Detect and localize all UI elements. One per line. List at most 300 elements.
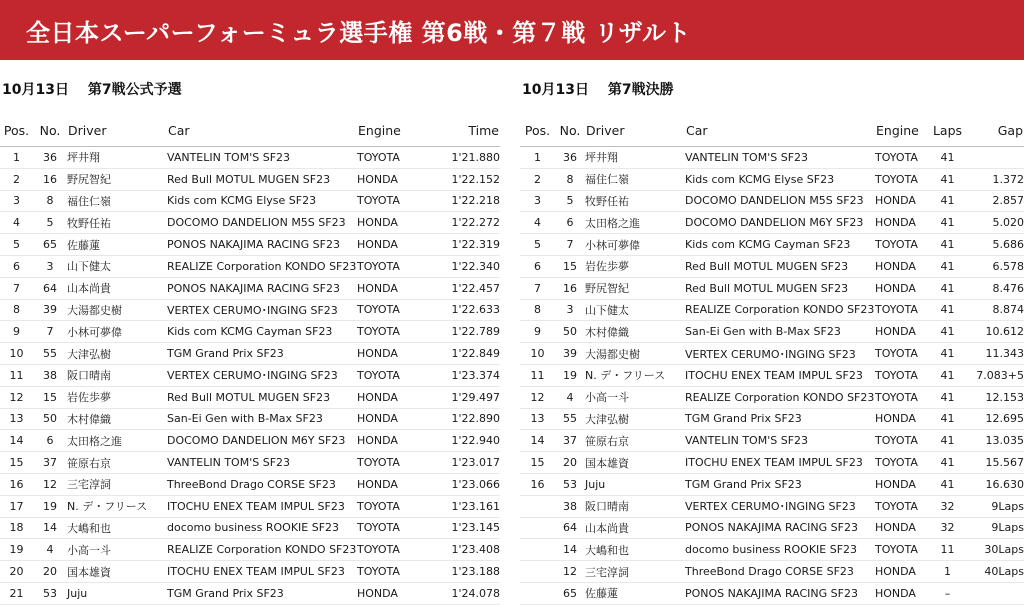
cell-laps: 41 [930, 452, 965, 474]
cell-car: PONOS NAKAJIMA RACING SF23 [167, 277, 357, 299]
cell-laps: – [930, 582, 965, 604]
cell-pos: 9 [0, 321, 33, 343]
cell-laps: 41 [930, 430, 965, 452]
cell-pos: 12 [0, 386, 33, 408]
cell-driver: 三宅淳詞 [585, 561, 685, 583]
cell-driver: N. デ・フリース [585, 364, 685, 386]
cell-no: 7 [555, 234, 585, 256]
qualifying-row [0, 517, 500, 539]
cell-no: 20 [33, 561, 67, 583]
cell-engine: HONDA [357, 386, 437, 408]
cell-driver: 小林可夢偉 [67, 321, 167, 343]
cell-driver: 小高一斗 [67, 539, 167, 561]
cell-pos [520, 539, 555, 561]
cell-gap: 13.035 [965, 430, 1024, 452]
cell-engine: TOYOTA [357, 364, 437, 386]
cell-car: Red Bull MOTUL MUGEN SF23 [167, 168, 357, 190]
cell-pos [520, 582, 555, 604]
header-driver: Driver [67, 114, 167, 147]
cell-gap [965, 147, 1024, 169]
cell-driver: 三宅淳詞 [67, 473, 167, 495]
cell-laps: 32 [930, 495, 965, 517]
cell-laps: 41 [930, 299, 965, 321]
cell-time: 1'22.152 [437, 168, 500, 190]
cell-engine: TOYOTA [875, 430, 930, 452]
cell-pos: 3 [0, 190, 33, 212]
cell-engine: TOYOTA [875, 147, 930, 169]
cell-driver: 岩佐歩夢 [67, 386, 167, 408]
cell-pos: 14 [0, 430, 33, 452]
qualifying-row [0, 277, 500, 299]
cell-no: 50 [33, 408, 67, 430]
cell-pos: 2 [0, 168, 33, 190]
header-pos: Pos. [0, 114, 33, 147]
header-car: Car [167, 114, 357, 147]
cell-car: Kids com KCMG Elyse SF23 [167, 190, 357, 212]
cell-car: PONOS NAKAJIMA RACING SF23 [167, 234, 357, 256]
cell-pos: 18 [0, 517, 33, 539]
cell-pos: 7 [520, 277, 555, 299]
cell-car: VERTEX CERUMO･INGING SF23 [167, 364, 357, 386]
cell-engine: HONDA [357, 234, 437, 256]
cell-car: TGM Grand Prix SF23 [685, 408, 875, 430]
cell-no: 65 [33, 234, 67, 256]
cell-car: ITOCHU ENEX TEAM IMPUL SF23 [167, 495, 357, 517]
cell-car: Kids com KCMG Cayman SF23 [167, 321, 357, 343]
cell-engine: HONDA [357, 582, 437, 604]
cell-gap: 9Laps [965, 517, 1024, 539]
cell-pos [520, 495, 555, 517]
cell-pos: 13 [520, 408, 555, 430]
cell-driver: 国本雄資 [585, 452, 685, 474]
cell-no: 12 [33, 473, 67, 495]
cell-no: 19 [33, 495, 67, 517]
page-title: 全日本スーパーフォーミュラ選手権 第6戦・第７戦 リザルト [26, 18, 691, 47]
cell-car: San-Ei Gen with B-Max SF23 [167, 408, 357, 430]
cell-car: REALIZE Corporation KONDO SF23 [685, 386, 875, 408]
race-row [520, 364, 1024, 386]
cell-driver: 大嶋和也 [67, 517, 167, 539]
cell-no: 55 [33, 343, 67, 365]
cell-car: VANTELIN TOM'S SF23 [685, 147, 875, 169]
cell-pos: 15 [0, 452, 33, 474]
cell-time: 1'22.849 [437, 343, 500, 365]
cell-pos: 21 [0, 582, 33, 604]
cell-pos: 6 [0, 255, 33, 277]
cell-pos [520, 561, 555, 583]
qualifying-row [0, 299, 500, 321]
cell-no: 37 [555, 430, 585, 452]
qualifying-row [0, 255, 500, 277]
cell-engine: TOYOTA [357, 255, 437, 277]
cell-engine: TOYOTA [357, 539, 437, 561]
cell-car: ThreeBond Drago CORSE SF23 [167, 473, 357, 495]
cell-time: 1'23.161 [437, 495, 500, 517]
cell-time: 1'22.272 [437, 212, 500, 234]
cell-time: 1'22.890 [437, 408, 500, 430]
cell-pos: 9 [520, 321, 555, 343]
cell-no: 3 [33, 255, 67, 277]
cell-gap: 40Laps [965, 561, 1024, 583]
cell-driver: 岩佐歩夢 [585, 255, 685, 277]
cell-driver: 福住仁嶺 [585, 168, 685, 190]
race-row [520, 539, 1024, 561]
cell-gap: 1.372 [965, 168, 1024, 190]
cell-laps: 41 [930, 147, 965, 169]
cell-driver: 牧野任祐 [585, 190, 685, 212]
qualifying-row [0, 452, 500, 474]
cell-no: 7 [33, 321, 67, 343]
race-row [520, 255, 1024, 277]
cell-laps: 41 [930, 321, 965, 343]
race-row [520, 386, 1024, 408]
cell-no: 64 [33, 277, 67, 299]
race-row [520, 430, 1024, 452]
cell-car: VERTEX CERUMO･INGING SF23 [685, 343, 875, 365]
cell-engine: TOYOTA [875, 364, 930, 386]
cell-pos: 14 [520, 430, 555, 452]
cell-car: Red Bull MOTUL MUGEN SF23 [167, 386, 357, 408]
cell-no: 16 [33, 168, 67, 190]
cell-time: 1'22.457 [437, 277, 500, 299]
race-row [520, 168, 1024, 190]
race-row [520, 147, 1024, 169]
cell-laps: 41 [930, 212, 965, 234]
cell-driver: 大津弘樹 [585, 408, 685, 430]
cell-pos: 11 [0, 364, 33, 386]
cell-car: DOCOMO DANDELION M6Y SF23 [167, 430, 357, 452]
cell-no: 50 [555, 321, 585, 343]
cell-no: 6 [33, 430, 67, 452]
cell-pos: 19 [0, 539, 33, 561]
cell-laps: 41 [930, 168, 965, 190]
cell-no: 64 [555, 517, 585, 539]
cell-pos: 10 [520, 343, 555, 365]
cell-car: DOCOMO DANDELION M5S SF23 [685, 190, 875, 212]
cell-gap: 2.857 [965, 190, 1024, 212]
cell-driver: 山下健太 [585, 299, 685, 321]
cell-engine: HONDA [357, 408, 437, 430]
cell-driver: 野尻智紀 [67, 168, 167, 190]
cell-engine: TOYOTA [357, 495, 437, 517]
cell-driver: 小高一斗 [585, 386, 685, 408]
cell-car: docomo business ROOKIE SF23 [167, 517, 357, 539]
header-car: Car [685, 114, 875, 147]
cell-pos: 16 [520, 473, 555, 495]
cell-no: 14 [33, 517, 67, 539]
cell-time: 1'21.880 [437, 147, 500, 169]
cell-car: ITOCHU ENEX TEAM IMPUL SF23 [167, 561, 357, 583]
cell-gap: 7.083+5 [965, 364, 1024, 386]
cell-gap: 12.695 [965, 408, 1024, 430]
cell-no: 37 [33, 452, 67, 474]
cell-driver: 福住仁嶺 [67, 190, 167, 212]
cell-driver: 佐藤蓮 [67, 234, 167, 256]
cell-no: 53 [33, 582, 67, 604]
qualifying-row [0, 495, 500, 517]
cell-pos: 15 [520, 452, 555, 474]
cell-pos: 5 [0, 234, 33, 256]
cell-car: REALIZE Corporation KONDO SF23 [685, 299, 875, 321]
cell-driver: 笹原右京 [585, 430, 685, 452]
cell-driver: N. デ・フリース [67, 495, 167, 517]
cell-engine: TOYOTA [875, 539, 930, 561]
cell-car: Kids com KCMG Cayman SF23 [685, 234, 875, 256]
qualifying-row [0, 168, 500, 190]
cell-laps: 41 [930, 364, 965, 386]
header-engine: Engine [357, 114, 437, 147]
cell-gap: 8.874 [965, 299, 1024, 321]
race-row [520, 408, 1024, 430]
cell-no: 8 [555, 168, 585, 190]
cell-driver: 太田格之進 [67, 430, 167, 452]
race-row [520, 452, 1024, 474]
cell-driver: Juju [67, 582, 167, 604]
qualifying-session: 第7戦公式予選 [87, 82, 182, 98]
cell-no: 38 [33, 364, 67, 386]
cell-laps: 1 [930, 561, 965, 583]
cell-gap: 8.476 [965, 277, 1024, 299]
cell-no: 20 [555, 452, 585, 474]
cell-engine: HONDA [357, 277, 437, 299]
cell-pos: 5 [520, 234, 555, 256]
cell-laps: 41 [930, 190, 965, 212]
cell-pos: 11 [520, 364, 555, 386]
cell-no: 39 [555, 343, 585, 365]
cell-driver: 国本雄資 [67, 561, 167, 583]
cell-pos: 12 [520, 386, 555, 408]
qualifying-row [0, 561, 500, 583]
cell-car: REALIZE Corporation KONDO SF23 [167, 255, 357, 277]
cell-no: 15 [33, 386, 67, 408]
cell-no: 53 [555, 473, 585, 495]
cell-engine: TOYOTA [875, 386, 930, 408]
header-pos: Pos. [520, 114, 555, 147]
header-driver: Driver [585, 114, 685, 147]
race-row [520, 190, 1024, 212]
cell-gap: 5.020 [965, 212, 1024, 234]
cell-pos: 2 [520, 168, 555, 190]
cell-driver: 山本尚貴 [585, 517, 685, 539]
cell-car: TGM Grand Prix SF23 [685, 473, 875, 495]
cell-engine: HONDA [875, 190, 930, 212]
cell-laps: 41 [930, 473, 965, 495]
cell-laps: 41 [930, 343, 965, 365]
cell-car: VANTELIN TOM'S SF23 [685, 430, 875, 452]
cell-pos: 7 [0, 277, 33, 299]
cell-car: REALIZE Corporation KONDO SF23 [167, 539, 357, 561]
cell-gap [965, 582, 1024, 604]
cell-pos: 20 [0, 561, 33, 583]
cell-time: 1'22.789 [437, 321, 500, 343]
cell-no: 5 [555, 190, 585, 212]
cell-engine: HONDA [357, 212, 437, 234]
cell-car: PONOS NAKAJIMA RACING SF23 [685, 517, 875, 539]
cell-driver: 笹原右京 [67, 452, 167, 474]
cell-car: VANTELIN TOM'S SF23 [167, 452, 357, 474]
cell-time: 1'23.374 [437, 364, 500, 386]
cell-time: 1'23.066 [437, 473, 500, 495]
cell-driver: 佐藤蓮 [585, 582, 685, 604]
cell-engine: TOYOTA [875, 452, 930, 474]
cell-no: 16 [555, 277, 585, 299]
cell-no: 5 [33, 212, 67, 234]
cell-car: VERTEX CERUMO･INGING SF23 [685, 495, 875, 517]
cell-no: 19 [555, 364, 585, 386]
cell-pos [520, 517, 555, 539]
cell-gap: 12.153 [965, 386, 1024, 408]
cell-gap: 16.630 [965, 473, 1024, 495]
qualifying-date: 10月13日 [2, 82, 69, 98]
cell-driver: 大津弘樹 [67, 343, 167, 365]
qualifying-row [0, 408, 500, 430]
race-row [520, 517, 1024, 539]
cell-car: ThreeBond Drago CORSE SF23 [685, 561, 875, 583]
cell-pos: 13 [0, 408, 33, 430]
cell-car: TGM Grand Prix SF23 [167, 343, 357, 365]
race-row [520, 234, 1024, 256]
cell-engine: TOYOTA [357, 299, 437, 321]
cell-time: 1'22.319 [437, 234, 500, 256]
cell-driver: 木村偉織 [67, 408, 167, 430]
qualifying-row [0, 582, 500, 604]
race-row [520, 582, 1024, 604]
cell-gap: 6.578 [965, 255, 1024, 277]
qualifying-table [0, 114, 500, 605]
cell-gap: 30Laps [965, 539, 1024, 561]
cell-driver: 木村偉織 [585, 321, 685, 343]
cell-engine: HONDA [875, 212, 930, 234]
cell-no: 36 [555, 147, 585, 169]
qualifying-row [0, 364, 500, 386]
cell-driver: 大嶋和也 [585, 539, 685, 561]
cell-pos: 1 [0, 147, 33, 169]
cell-engine: TOYOTA [357, 147, 437, 169]
cell-car: ITOCHU ENEX TEAM IMPUL SF23 [685, 452, 875, 474]
cell-car: Kids com KCMG Elyse SF23 [685, 168, 875, 190]
race-row [520, 212, 1024, 234]
cell-no: 38 [555, 495, 585, 517]
cell-driver: 大湯都史樹 [585, 343, 685, 365]
race-session: 第7戦決勝 [607, 82, 674, 98]
cell-time: 1'24.078 [437, 582, 500, 604]
qualifying-row [0, 343, 500, 365]
qualifying-row [0, 430, 500, 452]
cell-time: 1'23.188 [437, 561, 500, 583]
cell-engine: TOYOTA [357, 190, 437, 212]
qualifying-header-row [0, 114, 500, 147]
header-no: No. [555, 114, 585, 147]
cell-car: Red Bull MOTUL MUGEN SF23 [685, 277, 875, 299]
race-date: 10月13日 [522, 82, 589, 98]
cell-car: ITOCHU ENEX TEAM IMPUL SF23 [685, 364, 875, 386]
qualifying-row [0, 386, 500, 408]
cell-car: DOCOMO DANDELION M5S SF23 [167, 212, 357, 234]
cell-pos: 16 [0, 473, 33, 495]
cell-driver: 小林可夢偉 [585, 234, 685, 256]
cell-driver: 大湯都史樹 [67, 299, 167, 321]
cell-no: 15 [555, 255, 585, 277]
cell-no: 4 [33, 539, 67, 561]
cell-engine: HONDA [875, 582, 930, 604]
cell-engine: HONDA [875, 408, 930, 430]
cell-gap: 11.343 [965, 343, 1024, 365]
cell-gap: 15.567 [965, 452, 1024, 474]
cell-car: San-Ei Gen with B-Max SF23 [685, 321, 875, 343]
cell-time: 1'22.940 [437, 430, 500, 452]
cell-no: 36 [33, 147, 67, 169]
cell-pos: 4 [520, 212, 555, 234]
cell-gap: 10.612 [965, 321, 1024, 343]
cell-driver: 牧野任祐 [67, 212, 167, 234]
cell-time: 1'22.340 [437, 255, 500, 277]
cell-time: 1'23.017 [437, 452, 500, 474]
cell-engine: TOYOTA [875, 495, 930, 517]
cell-driver: 阪口晴南 [67, 364, 167, 386]
cell-engine: HONDA [875, 277, 930, 299]
qualifying-row [0, 212, 500, 234]
cell-time: 1'29.497 [437, 386, 500, 408]
cell-pos: 17 [0, 495, 33, 517]
cell-no: 3 [555, 299, 585, 321]
cell-engine: HONDA [357, 168, 437, 190]
cell-driver: 坪井翔 [67, 147, 167, 169]
header-no: No. [33, 114, 67, 147]
race-row [520, 473, 1024, 495]
cell-laps: 41 [930, 255, 965, 277]
race-row [520, 343, 1024, 365]
cell-driver: Juju [585, 473, 685, 495]
cell-pos: 6 [520, 255, 555, 277]
qualifying-row [0, 321, 500, 343]
cell-engine: TOYOTA [875, 234, 930, 256]
cell-no: 14 [555, 539, 585, 561]
cell-laps: 41 [930, 408, 965, 430]
cell-engine: TOYOTA [875, 343, 930, 365]
cell-no: 4 [555, 386, 585, 408]
cell-car: TGM Grand Prix SF23 [167, 582, 357, 604]
cell-laps: 41 [930, 234, 965, 256]
cell-no: 65 [555, 582, 585, 604]
cell-pos: 1 [520, 147, 555, 169]
cell-no: 12 [555, 561, 585, 583]
race-row [520, 321, 1024, 343]
race-header-row [520, 114, 1024, 147]
cell-pos: 3 [520, 190, 555, 212]
cell-engine: HONDA [875, 473, 930, 495]
cell-driver: 山下健太 [67, 255, 167, 277]
header-engine: Engine [875, 114, 930, 147]
cell-engine: TOYOTA [875, 168, 930, 190]
qualifying-row [0, 234, 500, 256]
race-heading [522, 79, 674, 99]
cell-time: 1'23.408 [437, 539, 500, 561]
cell-time: 1'22.218 [437, 190, 500, 212]
cell-car: docomo business ROOKIE SF23 [685, 539, 875, 561]
cell-engine: TOYOTA [357, 452, 437, 474]
cell-car: VANTELIN TOM'S SF23 [167, 147, 357, 169]
cell-engine: TOYOTA [357, 561, 437, 583]
qualifying-row [0, 147, 500, 169]
cell-driver: 太田格之進 [585, 212, 685, 234]
cell-pos: 4 [0, 212, 33, 234]
cell-no: 6 [555, 212, 585, 234]
header-laps: Laps [930, 114, 965, 147]
cell-time: 1'23.145 [437, 517, 500, 539]
cell-engine: HONDA [357, 473, 437, 495]
cell-engine: TOYOTA [875, 299, 930, 321]
cell-laps: 41 [930, 277, 965, 299]
